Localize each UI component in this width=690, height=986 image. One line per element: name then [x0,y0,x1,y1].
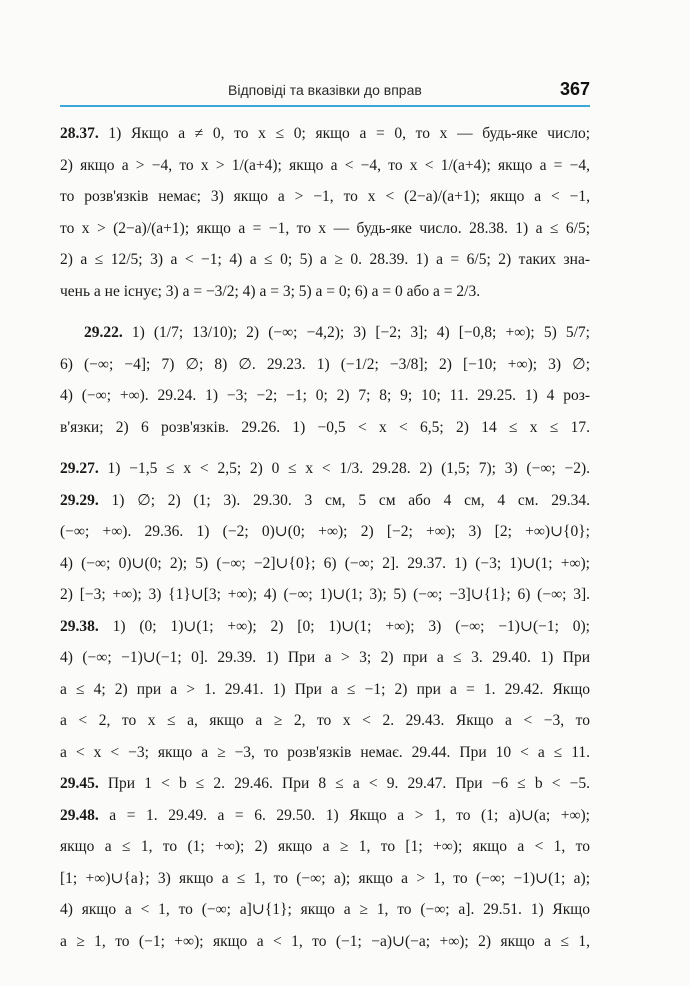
text-line [60,118,590,150]
line-text: 2) a ≤ 12/5; 3) a < −1; 4) a ≤ 0; 5) a ≥ 0. 28.39. 1) a = 6/5; 2) таких зна- [60,251,590,268]
line-text: 2) [−3; +∞); 3) {1}∪[3; +∞); 4) (−∞; 1)∪(1; 3); 5) (−∞; −3]∪{1}; 6) (−∞; 3]. [60,586,590,603]
line-text: 1) −1,5 ≤ x < 2,5; 2) 0 ≤ x < 1/3. 29.28. 2) (1,5; 7); 3) (−∞; −2). [98,460,590,477]
line-text: в'язки; 2) 6 розв'язків. 29.26. 1) −0,5 < x < 6,5; 2) 14 ≤ x ≤ 17. [60,418,590,436]
line-text: то розв'язків немає; 3) якщо a > −1, то x < (2−a)/(a+1); якщо a < −1, [60,188,590,205]
text-line [60,611,590,643]
line-text: 1) (1/7; 13/10); 2) (−∞; −4,2); 3) [−2; 3]; 4) [−0,8; +∞); 5) 5/7; [122,324,590,341]
page-header [60,78,590,104]
exercise-number: 29.27. [60,460,99,477]
exercise-number: 29.45. [60,775,99,792]
text-line [60,349,590,381]
line-text: При 1 < b ≤ 2. 29.46. При 8 ≤ a < 9. 29.47. При −6 ≤ b < −5. [98,775,590,792]
answers-text [60,118,590,957]
exercise-number: 29.48. [60,806,99,824]
exercise-number: 29.29. [60,491,99,509]
line-text: 6) (−∞; −4]; 7) ∅; 8) ∅. 29.23. 1) (−1/2; −3/8]; 2) [−10; +∞); 3) ∅; [60,355,590,373]
text-line [60,800,590,832]
line-text: a = 1. 29.49. a = 6. 29.50. 1) Якщо a > 1, то (1; a)∪(a; +∞); [98,806,590,824]
line-text: 4) якщо a < 1, то (−∞; a]∪{1}; якщо a ≥ 1, то (−∞; a]. 29.51. 1) Якщо [60,901,590,918]
text-line [60,276,590,308]
text-line [60,894,590,926]
line-text: 2) якщо a > −4, то x > 1/(a+4); якщо a < −4, то x < 1/(a+4); якщо a = −4, [60,156,590,174]
text-line [60,674,590,706]
text-line [60,380,590,412]
text-line [60,213,590,245]
text-line [60,926,590,958]
exercise-number: 29.22. [84,324,123,341]
exercise-number: 29.38. [60,617,99,635]
line-text: 1) Якщо a ≠ 0, то x ≤ 0; якщо a = 0, то x — будь-яке число; [98,125,590,142]
page-number: 367 [559,79,590,99]
text-line [60,412,590,444]
text-line [60,863,590,895]
running-title: Відповіді та вказівки до вправ [228,82,422,98]
line-text: 4) (−∞; 0)∪(0; 2); 5) (−∞; −2]∪{0}; 6) (−∞; 2]. 29.37. 1) (−3; 1)∪(1; +∞); [60,554,590,572]
text-line [60,317,590,349]
text-line [60,150,590,182]
exercise-number: 28.37. [60,125,99,142]
line-text: чень a не існує; 3) a = −3/2; 4) a = 3; 5) a = 0; 6) a = 0 або a = 2/3. [60,282,481,300]
line-text: 1) (0; 1)∪(1; +∞); 2) [0; 1)∪(1; +∞); 3) (−∞; −1)∪(−1; 0); [98,617,590,635]
line-text: a < x < −3; якщо a ≥ −3, то розв'язків немає. 29.44. При 10 < a ≤ 11. [60,743,590,761]
text-line [60,485,590,517]
line-text: 4) (−∞; −1)∪(−1; 0]. 29.39. 1) При a > 3; 2) при a ≤ 3. 29.40. 1) При [60,649,590,666]
text-line [60,516,590,548]
text-line [60,548,590,580]
text-line [60,831,590,863]
text-line [60,579,590,611]
line-text: 4) (−∞; +∞). 29.24. 1) −3; −2; −1; 0; 2) 7; 8; 9; 10; 11. 29.25. 1) 4 роз- [60,387,590,404]
header-rule [60,105,590,107]
line-text: a < 2, то x ≤ a, якщо a ≥ 2, то x < 2. 29.43. Якщо a < −3, то [60,712,590,729]
line-text: якщо a ≤ 1, то (1; +∞); 2) якщо a ≥ 1, то [1; +∞); якщо a < 1, то [60,838,590,855]
text-line [60,453,590,485]
text-line [60,737,590,769]
line-text: (−∞; +∞). 29.36. 1) (−2; 0)∪(0; +∞); 2) [−2; +∞); 3) [2; +∞)∪{0}; [60,523,590,540]
text-line [60,181,590,213]
text-line [60,244,590,276]
line-text: a ≥ 1, то (−1; +∞); якщо a < 1, то (−1; −a)∪(−a; +∞); 2) якщо a ≤ 1, [60,932,590,950]
line-text: 1) ∅; 2) (1; 3). 29.30. 3 см, 5 см або 4 см, 4 см. 29.34. [98,491,590,509]
text-line [60,768,590,800]
line-text: то x > (2−a)/(a+1); якщо a = −1, то x — будь-яке число. 28.38. 1) a ≤ 6/5; [60,219,590,237]
text-line [60,642,590,674]
text-line [60,705,590,737]
line-text: [1; +∞)∪{a}; 3) якщо a ≤ 1, то (−∞; a); якщо a > 1, то (−∞; −1)∪(1; a); [60,869,590,887]
line-text: a ≤ 4; 2) при a > 1. 29.41. 1) При a ≤ −1; 2) при a = 1. 29.42. Якщо [60,680,590,698]
